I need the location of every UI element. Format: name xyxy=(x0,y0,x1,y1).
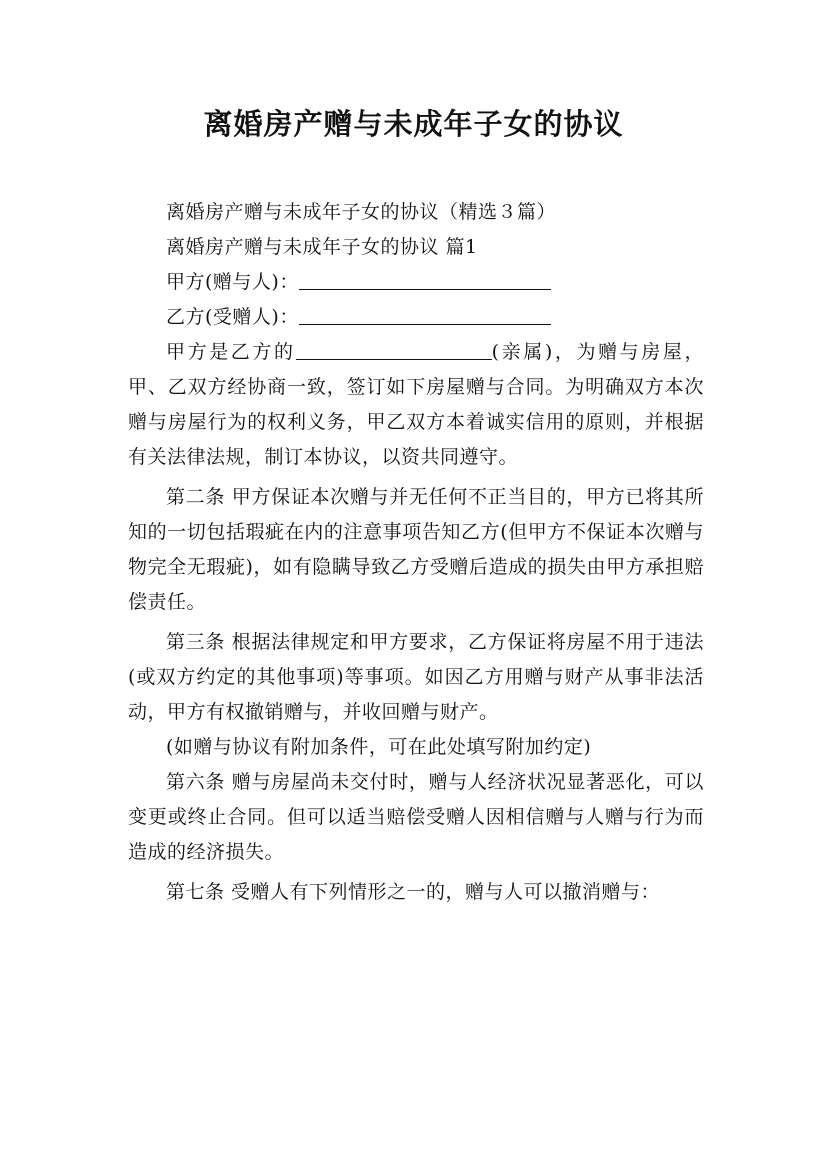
intro-text-start: 甲方是乙方的 xyxy=(166,341,296,363)
party-b-blank xyxy=(299,304,551,325)
section-heading: 离婚房产赠与未成年子女的协议 篇1 xyxy=(166,236,478,258)
party-b-label: 乙方(受赠人)： xyxy=(166,306,299,328)
party-a-label: 甲方(赠与人)： xyxy=(166,271,299,293)
party-b-line xyxy=(128,300,704,335)
party-a-line xyxy=(128,265,704,300)
subtitle-line: 离婚房产赠与未成年子女的协议（精选３篇） xyxy=(166,201,557,223)
intro-paragraph xyxy=(128,335,704,475)
note-paragraph: (如赠与协议有附加条件，可在此处填写附加约定) xyxy=(166,736,592,758)
article-6-paragraph: 第六条 赠与房屋尚未交付时，赠与人经济状况显著恶化，可以变更或终止合同。但可以适当赔偿受赠人因相信赠与人赠与行为而造成的经济损失。 xyxy=(128,771,704,863)
document-body xyxy=(128,195,704,910)
document-title: 离婚房产赠与未成年子女的协议 xyxy=(203,107,624,141)
intro-text-rest: (亲属)，为赠与房屋，甲、乙双方经协商一致，签订如下房屋赠与合同。为明确双方本次赠与房屋行为的权利义务，甲乙双方本着诚实信用的原则，并根据有关法律法规，制订本协议，以资共同遵守。 xyxy=(128,341,704,468)
party-a-blank xyxy=(299,269,551,290)
article-7-paragraph: 第七条 受赠人有下列情形之一的，赠与人可以撤消赠与： xyxy=(166,881,661,903)
article-2-paragraph: 第二条 甲方保证本次赠与并无任何不正当目的，甲方已将其所知的一切包括瑕疵在内的注意事项告知乙方(但甲方不保证本次赠与物完全无瑕疵)，如有隐瞒导致乙方受赠后造成的损失由甲方承担赔偿责任。 xyxy=(128,486,704,613)
article-3-paragraph: 第三条 根据法律规定和甲方要求，乙方保证将房屋不用于违法(或双方约定的其他事项)等事项。如因乙方用赠与财产从事非法活动，甲方有权撤销赠与，并收回赠与财产。 xyxy=(128,631,704,723)
relation-blank xyxy=(296,339,492,360)
